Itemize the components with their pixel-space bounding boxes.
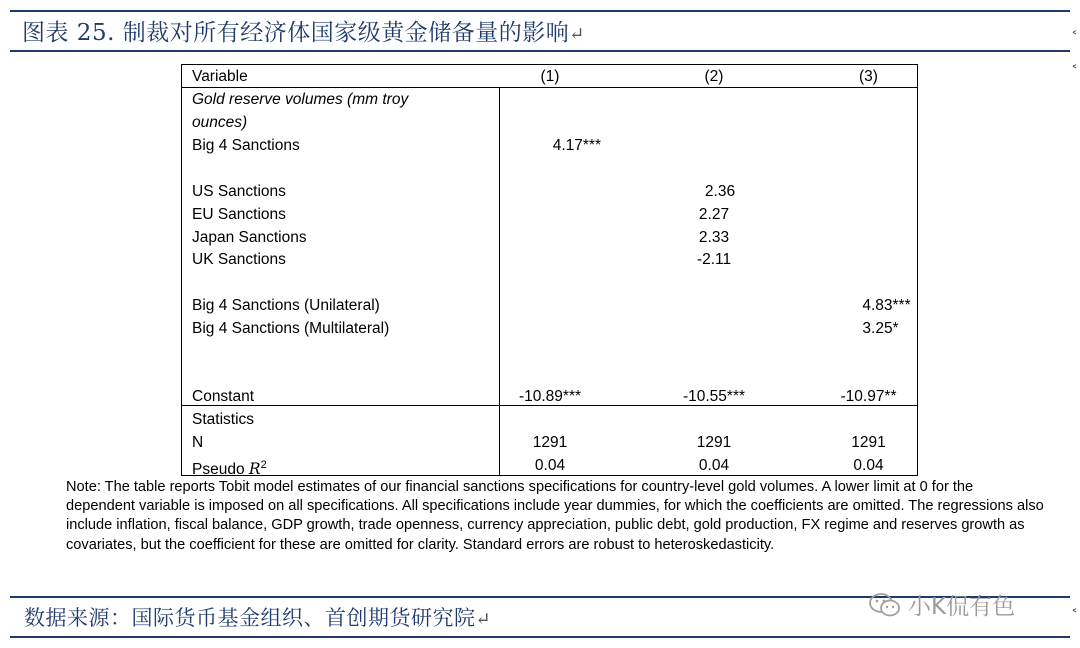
value-eu-col2: 2.27	[698, 206, 730, 223]
value-constant-col3: -10.97**	[840, 388, 897, 405]
edge-marker-icon: ˂	[1071, 30, 1078, 46]
row-label-constant: Constant	[192, 388, 255, 405]
edge-marker-icon: ˂	[1071, 64, 1078, 80]
value-n-col3: 1291	[851, 434, 886, 451]
row-label-multilateral: Big 4 Sanctions (Multilateral)	[192, 320, 390, 337]
row-label-eu: EU Sanctions	[192, 206, 286, 223]
row-label-unilateral: Big 4 Sanctions (Unilateral)	[192, 297, 380, 314]
return-mark: ↵	[569, 24, 585, 45]
table-note: Note: The table reports Tobit model estimates of our financial sanctions specifications for country-level gold volumes. A lower limit at 0 for the dependent variable is imposed on all specifications. All specifications include year dummies, for which the coefficients are omitted. The regressions also include inflation, fiscal balance, GDP growth, trade openness, currency appreciation, public debt, gold production, FX regime and reserves growth as covariates, but the coefficient for these are omitted for clarity. Standard errors are robust to heteroskedasticity.	[66, 479, 1044, 553]
watermark-text: 小K侃有色	[908, 594, 1016, 620]
row-label-n: N	[192, 434, 204, 451]
value-constant-col1: -10.89***	[518, 388, 582, 405]
value-pseudo-col2: 0.04	[698, 457, 730, 474]
column-header-2: (2)	[704, 68, 724, 85]
row-label-uk: UK Sanctions	[192, 251, 286, 268]
value-n-col1: 1291	[532, 434, 568, 451]
title-underline	[10, 50, 1070, 52]
dependent-variable-label-cont: ounces)	[192, 114, 248, 131]
row-label-japan: Japan Sanctions	[192, 229, 307, 246]
return-mark: ↵	[475, 609, 492, 630]
value-uk-col2: -2.11	[696, 251, 732, 268]
value-constant-col2: -10.55***	[682, 388, 746, 405]
data-source: 数据来源：国际货币基金组织、首创期货研究院↵	[24, 606, 492, 630]
value-n-col2: 1291	[696, 434, 732, 451]
value-unilateral-col3: 4.83***	[862, 297, 911, 314]
value-pseudo-col3: 0.04	[853, 457, 884, 474]
table-header-divider	[182, 87, 917, 88]
column-header-variable: Variable	[192, 68, 248, 85]
row-label-big4: Big 4 Sanctions	[192, 137, 300, 154]
wechat-icon	[868, 592, 902, 618]
value-pseudo-col1: 0.04	[534, 457, 566, 474]
row-label-us: US Sanctions	[192, 183, 286, 200]
regression-table	[181, 64, 918, 479]
value-big4-col1: 4.17***	[552, 137, 601, 154]
value-japan-col2: 2.33	[698, 229, 730, 246]
value-multilateral-col3: 3.25*	[862, 320, 899, 337]
value-us-col2: 2.36	[704, 183, 736, 200]
column-header-1: (1)	[540, 68, 560, 85]
row-label-pseudo-r2: Pseudo $R^2$	[192, 459, 267, 479]
column-header-3: (3)	[859, 68, 878, 85]
edge-marker-icon: ˂	[1071, 608, 1078, 624]
watermark	[868, 588, 1015, 621]
dependent-variable-label: Gold reserve volumes (mm troy	[192, 91, 409, 108]
figure-title: 图表 25. 制裁对所有经济体国家级黄金储备量的影响↵	[22, 20, 585, 46]
header-rule	[10, 10, 1070, 12]
statistics-label: Statistics	[192, 411, 255, 428]
footer-rule-bottom	[10, 636, 1070, 638]
